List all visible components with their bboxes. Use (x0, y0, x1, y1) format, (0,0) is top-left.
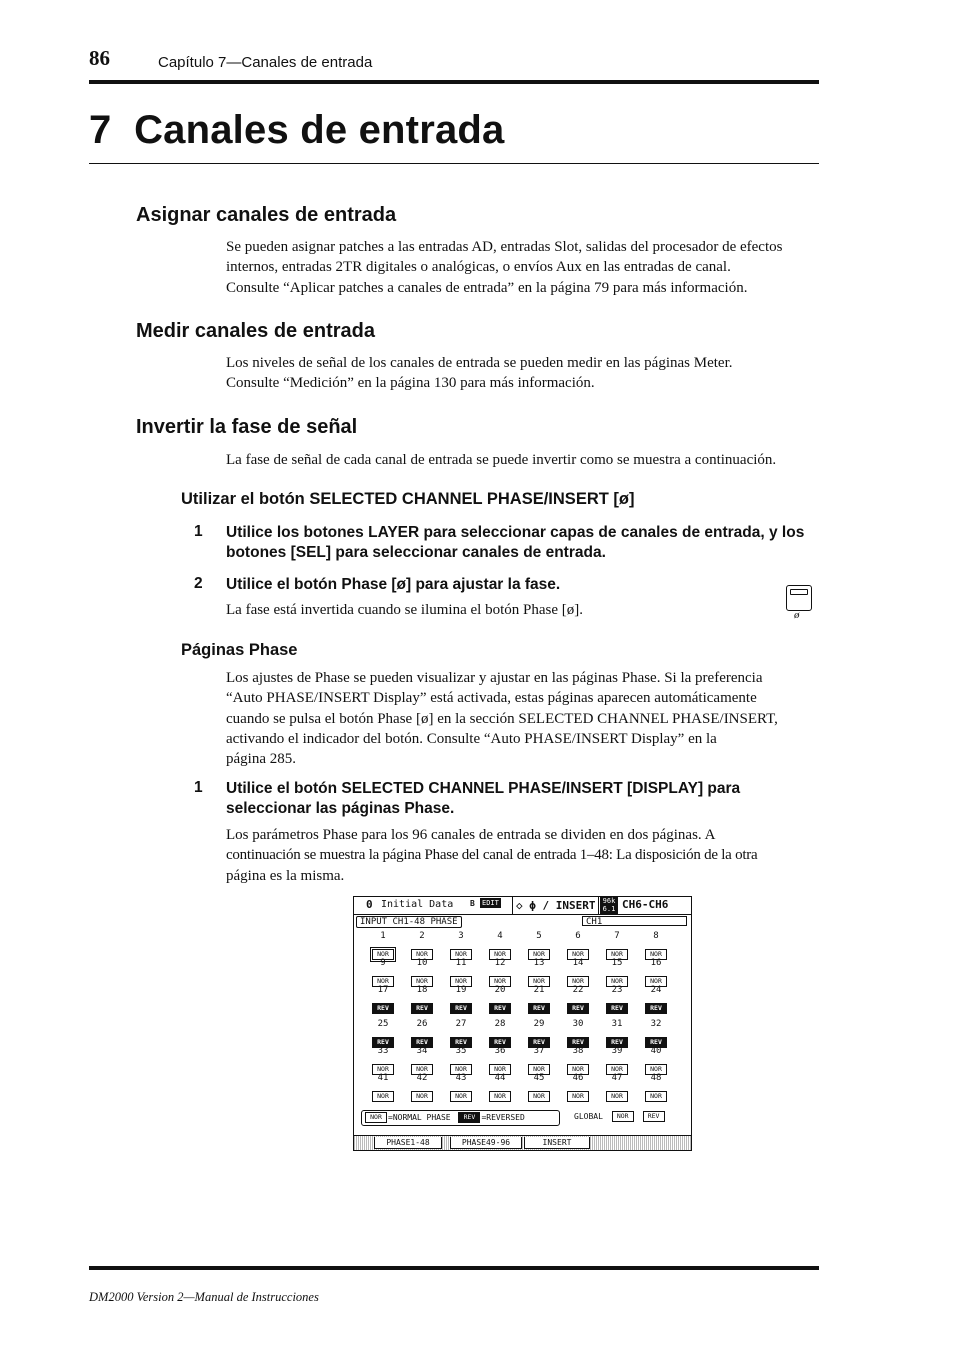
channel-number: 19 (455, 985, 467, 995)
step-number: 2 (194, 575, 203, 592)
channel-number: 40 (650, 1046, 662, 1056)
channel-number: 34 (416, 1046, 428, 1056)
phase-toggle-button[interactable]: NOR (489, 949, 511, 960)
phase-channel-cell (442, 985, 480, 1014)
phase-channel-cell (364, 958, 402, 987)
chapter-title: 7 Canales de entrada (89, 108, 505, 152)
phase-channel-cell (403, 985, 441, 1014)
page-number: 86 (89, 46, 110, 70)
phase-toggle-button[interactable]: NOR (645, 976, 667, 987)
global-label: GLOBAL (574, 1112, 603, 1121)
text-line: internos, entradas 2TR digitales o analógicas, o envíos Aux en las entradas de canal. (226, 259, 731, 276)
phase-toggle-button[interactable]: NOR (645, 1091, 667, 1102)
channel-number: 3 (458, 931, 464, 941)
step-number: 1 (194, 779, 203, 796)
tab-phase49-96[interactable]: PHASE49-96 (450, 1137, 522, 1149)
phase-channel-cell (559, 931, 597, 960)
step-text (226, 779, 821, 819)
phase-toggle-button[interactable]: NOR (450, 1091, 472, 1102)
phase-toggle-button[interactable]: NOR (411, 1064, 433, 1075)
footer-text: DM2000 Version 2—Manual de Instrucciones (89, 1290, 319, 1304)
channel-number: 25 (377, 1019, 389, 1029)
phase-toggle-button[interactable]: NOR (606, 976, 628, 987)
phase-toggle-button[interactable]: REV (528, 1003, 550, 1014)
phase-toggle-button[interactable]: NOR (450, 1064, 472, 1075)
channel-number: 8 (653, 931, 659, 941)
phase-channel-cell (442, 1073, 480, 1102)
phase-toggle-button[interactable]: NOR (372, 1091, 394, 1102)
phase-channel-cell (364, 985, 402, 1014)
channel-number: 35 (455, 1046, 467, 1056)
phase-channel-cell (559, 1019, 597, 1048)
phase-channel-cell (442, 1019, 480, 1048)
channel-number: 15 (611, 958, 623, 968)
phase-channel-cell (637, 931, 675, 960)
tab-insert[interactable]: INSERT (524, 1137, 590, 1149)
phase-channel-cell (598, 931, 636, 960)
channel-number: 14 (572, 958, 584, 968)
footer-rule (89, 1266, 819, 1270)
heading-invertir: Invertir la fase de señal (136, 416, 358, 438)
phase-toggle-button[interactable]: REV (606, 1003, 628, 1014)
phase-toggle-button[interactable]: NOR (372, 949, 394, 960)
text-line: Consulte “Medición” en la página 130 para más información. (226, 375, 595, 392)
phase-channel-cell (598, 1073, 636, 1102)
phase-toggle-button[interactable]: NOR (528, 976, 550, 987)
phase-channel-cell (637, 958, 675, 987)
channel-name-box: CH1 (582, 916, 687, 926)
step-number: 1 (194, 523, 203, 540)
scene-number: 0 (366, 898, 373, 911)
phase-toggle-button[interactable]: NOR (489, 976, 511, 987)
phase-toggle-button[interactable]: NOR (528, 1064, 550, 1075)
channel-number: 31 (611, 1019, 623, 1029)
phase-channel-cell (559, 958, 597, 987)
phase-channel-cell (598, 1046, 636, 1075)
phase-channel-cell (481, 985, 519, 1014)
chapter-rule (89, 163, 819, 164)
heading-utilizar-boton: Utilizar el botón SELECTED CHANNEL PHASE/INSERT [ø] (181, 490, 635, 508)
channel-number: 39 (611, 1046, 623, 1056)
text-line: Los ajustes de Phase se pueden visualizar y ajustar en las páginas Phase. Si la preferencia (226, 670, 763, 686)
channel-number: 32 (650, 1019, 662, 1029)
channel-number: 11 (455, 958, 467, 968)
channel-number: 46 (572, 1073, 584, 1083)
channel-number: 44 (494, 1073, 506, 1083)
channel-number: 1 (380, 931, 386, 941)
phase-toggle-button[interactable]: REV (450, 1003, 472, 1014)
lcd-header-bar (354, 897, 691, 915)
channel-number: 18 (416, 985, 428, 995)
phase-channel-cell (364, 1019, 402, 1048)
channel-number: 43 (455, 1073, 467, 1083)
phase-toggle-button[interactable]: NOR (450, 949, 472, 960)
text-line: Utilice el botón SELECTED CHANNEL PHASE/INSERT [DISPLAY] para (226, 780, 741, 797)
phase-toggle-button[interactable]: REV (411, 1037, 433, 1048)
channel-number: 22 (572, 985, 584, 995)
channel-number: 13 (533, 958, 545, 968)
phase-channel-cell (520, 985, 558, 1014)
phase-channel-cell (481, 958, 519, 987)
text-line: página es la misma. (226, 867, 345, 884)
phase-channel-cell (364, 931, 402, 960)
phase-channel-cell (364, 1073, 402, 1102)
scene-name: Initial Data (381, 899, 454, 910)
paragraph-phase-pages (226, 825, 821, 886)
phase-channel-cell (520, 958, 558, 987)
channel-number: 23 (611, 985, 623, 995)
phase-legend (361, 1110, 560, 1126)
channel-number: 5 (536, 931, 542, 941)
step-text (226, 523, 821, 563)
text-line: Consulte “Aplicar patches a canales de entrada” en la página 79 para más información. (226, 279, 748, 296)
phase-toggle-button[interactable]: REV (372, 1003, 394, 1014)
text-line: Los parámetros Phase para los 96 canales de entrada se dividen en dos páginas. A (226, 827, 716, 843)
channel-number: 9 (380, 958, 386, 968)
paragraph-paginas-phase (226, 668, 821, 769)
legend-nor-button: NOR (365, 1112, 387, 1123)
phase-channel-cell (637, 985, 675, 1014)
phase-toggle-button[interactable]: NOR (645, 1064, 667, 1075)
lcd-page-title: ◇ ϕ / INSERT (512, 897, 599, 914)
phase-toggle-button[interactable]: REV (372, 1037, 394, 1048)
phase-channel-cell (559, 1073, 597, 1102)
phase-toggle-button[interactable]: NOR (567, 1091, 589, 1102)
legend-rev-button: REV (458, 1112, 480, 1123)
text-line: cuando se pulsa el botón Phase [ø] en la sección SELECTED CHANNEL PHASE/INSERT, (226, 710, 778, 727)
phase-channel-cell (559, 985, 597, 1014)
phase-channel-cell (637, 1019, 675, 1048)
phase-channel-cell (403, 1073, 441, 1102)
legend-nor-text: =NORMAL PHASE (388, 1113, 451, 1122)
channel-select-display: CH6-CH6 (622, 898, 669, 911)
channel-number: 27 (455, 1019, 467, 1029)
phase-channel-cell (520, 1019, 558, 1048)
phase-toggle-button[interactable]: REV (489, 1037, 511, 1048)
phase-channel-cell (637, 1046, 675, 1075)
phase-toggle-button[interactable]: REV (645, 1003, 667, 1014)
text-line: página 285. (226, 751, 296, 768)
paragraph-invertir (226, 450, 821, 470)
phase-channel-cell (403, 1019, 441, 1048)
channel-number: 10 (416, 958, 428, 968)
legend-rev-text: =REVERSED (481, 1113, 525, 1122)
channel-number: 2 (419, 931, 425, 941)
phase-toggle-button[interactable]: REV (645, 1037, 667, 1048)
lcd-section-title: INPUT CH1-48 PHASE (356, 916, 462, 928)
phase-toggle-button[interactable]: REV (606, 1037, 628, 1048)
channel-number: 17 (377, 985, 389, 995)
tab-phase1-48[interactable]: PHASE1-48 (374, 1137, 442, 1149)
phase-channel-cell (403, 958, 441, 987)
phase-toggle-button[interactable]: NOR (528, 949, 550, 960)
header-rule (89, 80, 819, 84)
phase-channel-cell (403, 931, 441, 960)
text-line: Utilice los botones LAYER para seleccionar capas de canales de entrada, y los (226, 524, 805, 541)
phase-toggle-button[interactable]: REV (567, 1037, 589, 1048)
phase-channel-cell (442, 1046, 480, 1075)
phase-toggle-button[interactable]: NOR (606, 1091, 628, 1102)
phase-channel-cell (598, 958, 636, 987)
phase-toggle-button[interactable]: NOR (372, 976, 394, 987)
rate-line: 96k (602, 897, 616, 905)
led-indicator (790, 589, 808, 595)
phase-toggle-button[interactable]: NOR (372, 1064, 394, 1075)
lcd-phase-screen (353, 896, 692, 1151)
channel-number: 47 (611, 1073, 623, 1083)
channel-number: 20 (494, 985, 506, 995)
phase-toggle-button[interactable]: NOR (567, 976, 589, 987)
channel-number: 30 (572, 1019, 584, 1029)
phase-symbol: ø (794, 609, 800, 621)
phase-toggle-button[interactable]: NOR (411, 976, 433, 987)
phase-channel-cell (403, 1046, 441, 1075)
channel-number: 42 (416, 1073, 428, 1083)
channel-number: 26 (416, 1019, 428, 1029)
phase-channel-cell (481, 931, 519, 960)
phase-toggle-button[interactable]: REV (489, 1003, 511, 1014)
phase-toggle-button[interactable]: REV (567, 1003, 589, 1014)
phase-channel-cell (520, 931, 558, 960)
rate-line: 6.1 (602, 905, 616, 913)
channel-number: 37 (533, 1046, 545, 1056)
channel-number: 29 (533, 1019, 545, 1029)
phase-channel-cell (598, 985, 636, 1014)
heading-asignar: Asignar canales de entrada (136, 204, 397, 226)
channel-number: 41 (377, 1073, 389, 1083)
text-line: Los niveles de señal de los canales de entrada se pueden medir en las páginas Meter. (226, 355, 733, 371)
global-rev-button[interactable]: REV (643, 1111, 665, 1122)
channel-number: 45 (533, 1073, 545, 1083)
lcd-tab-bar (354, 1135, 691, 1151)
step-note: La fase está invertida cuando se ilumina el botón Phase [ø]. (226, 602, 583, 618)
heading-paginas-phase: Páginas Phase (181, 641, 298, 659)
channel-number: 6 (575, 931, 581, 941)
phase-toggle-button[interactable]: NOR (606, 949, 628, 960)
edit-badge: EDIT (482, 899, 499, 907)
b-indicator: B (470, 899, 475, 908)
phase-channel-cell (442, 931, 480, 960)
channel-number: 21 (533, 985, 545, 995)
phase-channel-cell (364, 1046, 402, 1075)
phase-toggle-button[interactable]: NOR (567, 949, 589, 960)
channel-number: 33 (377, 1046, 389, 1056)
channel-number: 7 (614, 931, 620, 941)
channel-number: 4 (497, 931, 503, 941)
phase-channel-cell (598, 1019, 636, 1048)
phase-toggle-button[interactable]: NOR (606, 1064, 628, 1075)
phase-toggle-button[interactable]: NOR (489, 1091, 511, 1102)
phase-toggle-button[interactable]: NOR (411, 949, 433, 960)
phase-channel-cell (481, 1019, 519, 1048)
text-line: continuación se muestra la página Phase del canal de entrada 1–48: La disposición de la otra (226, 847, 758, 864)
running-head: Capítulo 7—Canales de entrada (158, 54, 373, 71)
text-line: activando el indicador del botón. Consulte “Auto PHASE/INSERT Display” en la (226, 730, 717, 747)
phase-toggle-button[interactable]: NOR (645, 949, 667, 960)
phase-channel-cell (559, 1046, 597, 1075)
heading-medir: Medir canales de entrada (136, 320, 375, 342)
phase-button-icon (786, 585, 812, 611)
phase-channel-cell (442, 958, 480, 987)
phase-toggle-button[interactable]: NOR (489, 1064, 511, 1075)
phase-toggle-button[interactable]: NOR (450, 976, 472, 987)
channel-number: 48 (650, 1073, 662, 1083)
sample-rate-indicator (600, 897, 618, 914)
step-text: Utilice el botón Phase [ø] para ajustar la fase. (226, 576, 561, 593)
text-line: seleccionar las páginas Phase. (226, 800, 455, 817)
phase-channel-cell (520, 1073, 558, 1102)
channel-number: 16 (650, 958, 662, 968)
phase-toggle-button[interactable]: REV (411, 1003, 433, 1014)
text-line: La fase de señal de cada canal de entrada se puede invertir como se muestra a continuación. (226, 452, 777, 468)
phase-toggle-button[interactable]: NOR (567, 1064, 589, 1075)
phase-channel-cell (520, 1046, 558, 1075)
paragraph-asignar (226, 237, 821, 298)
channel-number: 36 (494, 1046, 506, 1056)
phase-channel-cell (637, 1073, 675, 1102)
text-line: botones [SEL] para seleccionar canales de entrada. (226, 544, 606, 561)
phase-toggle-button[interactable]: NOR (528, 1091, 550, 1102)
channel-number: 12 (494, 958, 506, 968)
channel-number: 24 (650, 985, 662, 995)
channel-number: 28 (494, 1019, 506, 1029)
phase-toggle-button[interactable]: REV (528, 1037, 550, 1048)
phase-toggle-button[interactable]: NOR (411, 1091, 433, 1102)
paragraph-medir (226, 353, 821, 394)
global-controls (574, 1110, 665, 1124)
text-line: “Auto PHASE/INSERT Display” está activada, estas páginas aparecen automáticamente (226, 690, 757, 707)
global-nor-button[interactable]: NOR (612, 1111, 634, 1122)
phase-channel-cell (481, 1073, 519, 1102)
text-line: Se pueden asignar patches a las entradas AD, entradas Slot, salidas del procesador de efectos (226, 239, 783, 255)
phase-channel-cell (481, 1046, 519, 1075)
channel-number: 38 (572, 1046, 584, 1056)
phase-toggle-button[interactable]: REV (450, 1037, 472, 1048)
